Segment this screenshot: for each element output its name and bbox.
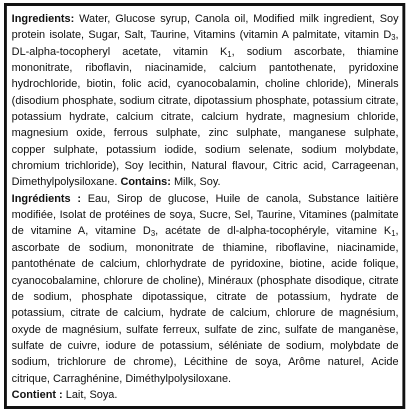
- ingredients-text-en-2: , DL-alpha-tocopheryl acetate, vitamin K: [11, 29, 399, 58]
- english-ingredients-paragraph: [12, 11, 399, 191]
- french-ingredients-paragraph: [12, 191, 399, 387]
- ingredients-label-panel: [4, 3, 405, 409]
- contains-heading-fr: Contient :: [11, 388, 63, 401]
- ingredients-text-en-3: , sodium ascorbate, thiamine mononitrate, riboflavin, niacinamide, calcium pantothenate, pyridoxine hydrochloride, biotin, folic acid, cyanocobalamin, choline chloride), Minerals (disodium phosphate, sodium citrate, dipotassium phosphate, potassium citrate, potassium hydrate, calcium citrate, calcium hydrate, magnesium chloride, magnesium oxide, ferrous sulphate, zinc sulphate, manganese sulphate, copper sulphate, potassium iodide, sodium selenate, sodium molybdate, chromium trichloride), Soy lecithin, Natural flavour, Citric acid, Carrageenan, Dimethylpolysiloxane.: [11, 45, 399, 189]
- contains-text-fr: Lait, Soya.: [62, 388, 118, 401]
- contains-heading-en: Contains:: [120, 176, 171, 189]
- ingredients-text-fr-2: , acétate de dl-alpha-tocophéryle, vitamine K: [155, 225, 392, 238]
- ingredients-text-fr-1: Eau, Sirop de glucose, Huile de canola, Substance laitière modifiée, Isolat de protéines de soya, Sucre, Sel, Taurine, Vitamines (palmitate de vitamine A, vitamine D: [11, 192, 399, 238]
- ingredients-text-en-1: Water, Glucose syrup, Canola oil, Modified milk ingredient, Soy protein isolate, Sugar, Salt, Taurine, Vitamins (vitamin A palmitate, vitamin D: [11, 13, 399, 42]
- vitamin-d-subscript-en: 3: [391, 33, 396, 43]
- ingredients-heading-fr: Ingrédients :: [11, 192, 81, 205]
- ingredients-text-fr-3: , ascorbate de sodium, mononitrate de thiamine, riboflavine, niacinamide, pantothénate de calcium, chlorhydrate de pyridoxine, biotine, acide folique, cyanocobalamine, chlorure de choline), Minéraux (phosphate disodique, citrate de sodium, phosphate dipotassique, citrate de potassium, hydrate de potassium, citrate de calcium, hydrate de calcium, chlorure de magnésium, oxyde de magnésium, sulfate ferreux, sulfate de zinc, sulfate de manganèse, sulfate de cuivre, iodure de potassium, séléniate de sodium, molybdate de sodium, trichlorure de chrome), Lécithine de soya, Arôme naturel, Acide citrique, Carraghénine, Diméthylpolysiloxane.: [11, 225, 399, 385]
- french-contains-paragraph: [12, 387, 399, 403]
- vitamin-k-subscript-fr: 1: [391, 229, 396, 239]
- contains-text-en: Milk, Soy.: [170, 176, 221, 189]
- vitamin-k-subscript-en: 1: [227, 49, 232, 59]
- vitamin-d-subscript-fr: 3: [150, 229, 156, 239]
- ingredients-heading-en: Ingredients:: [11, 13, 75, 25]
